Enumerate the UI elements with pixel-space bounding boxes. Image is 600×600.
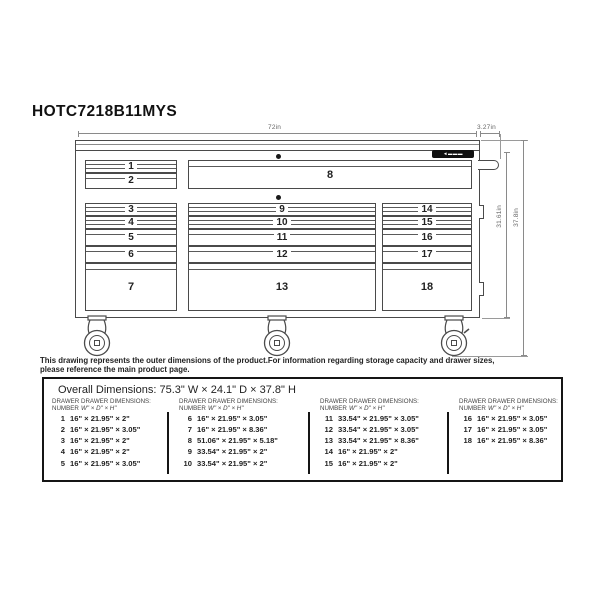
table-row: 17 16" × 21.95" × 3.05" [463,424,548,434]
table-row: 2 16" × 21.95" × 3.05" [60,424,141,434]
drawer-13: 13 [188,263,376,311]
note-line-1: This drawing represents the outer dimensions of the product.For information regarding storage capacity and drawer sizes, [40,356,495,365]
table-row: 14 16" × 21.95" × 2" [324,447,398,457]
table-row: 6 16" × 21.95" × 3.05" [187,413,268,423]
overall-dimensions: Overall Dimensions: 75.3" W × 24.1" D × 37.8" H [58,384,296,396]
drawer-14: 14 [382,203,472,216]
dim-label-width: 72in [268,124,282,131]
drawer-11: 11 [188,229,376,246]
table-row: 8 51.06" × 21.95" × 5.18" [187,436,278,446]
table-row: 18 16" × 21.95" × 8.36" [463,436,548,446]
dim-label-total-height: 37.8in [513,208,520,227]
disclaimer-note [40,356,570,374]
table-row: 16 16" × 21.95" × 3.05" [463,413,548,423]
column-header: DRAWER NUMBER DRAWER DIMENSIONS: W" × D" × H" [52,398,151,412]
dim-line-width [78,133,477,134]
lock-icon [276,195,281,200]
lock-icon [276,154,281,159]
table-row: 5 16" × 21.95" × 3.05" [60,458,141,468]
caster-wheel-icon [259,315,295,359]
drawer-3: 3 [85,203,177,216]
side-bracket [479,282,484,296]
table-row: 9 33.54" × 21.95" × 2" [187,447,268,457]
side-handle [478,160,499,170]
drawer-9: 9 [188,203,376,216]
drawer-16: 16 [382,229,472,246]
drawer-10: 10 [188,216,376,229]
drawer-8: 8 [188,160,472,189]
drawer-2: 2 [85,173,177,189]
note-line-2: please reference the main product page. [40,365,190,375]
table-row: 4 16" × 21.95" × 2" [60,447,130,457]
cabinet-top-lip [76,144,479,145]
extension-line [500,134,501,159]
table-column-3 [310,399,447,474]
drawer-17: 17 [382,246,472,263]
column-header: DRAWER NUMBER DRAWER DIMENSIONS: W" × D" × H" [320,398,419,412]
dim-line-total-height [523,140,524,356]
drawer-15: 15 [382,216,472,229]
drawer-5: 5 [85,229,177,246]
drawer-6: 6 [85,246,177,263]
drawer-7: 7 [85,263,177,311]
table-row: 11 33.54" × 21.95" × 3.05" [324,413,419,423]
cabinet-top-band [76,141,479,151]
table-row: 12 33.54" × 21.95" × 3.05" [324,424,419,434]
column-header: DRAWER NUMBER DRAWER DIMENSIONS: W" × D" × H" [459,398,558,412]
dim-line-body-height [506,152,507,318]
table-row: 1 16" × 21.95" × 2" [60,413,130,423]
dim-label-body-height: 31.61in [496,205,503,228]
table-column-2 [169,399,308,474]
drawer-18: 18 [382,263,472,311]
table-row: 15 16" × 21.95" × 2" [324,458,398,468]
table-row: 13 33.54" × 21.95" × 8.36" [324,436,419,446]
product-model-title: HOTC7218B11MYS [32,103,178,120]
caster-wheel-icon [436,315,472,359]
drawer-4: 4 [85,216,177,229]
side-bracket [479,205,484,219]
tool-cabinet-drawing [75,140,480,318]
table-row: 3 16" × 21.95" × 2" [60,436,130,446]
table-column-4 [449,399,577,474]
dim-line-handle [480,133,500,134]
drawer-dimensions-table [42,377,563,482]
drawer-1: 1 [85,160,177,173]
brand-logo: ◄▬▬▬ [432,150,474,158]
dim-label-handle: 3.27in [477,124,496,131]
table-row: 10 33.54" × 21.95" × 2" [183,458,268,468]
extension-line [482,318,510,319]
drawer-12: 12 [188,246,376,263]
table-row: 7 16" × 21.95" × 8.36" [187,424,268,434]
table-column-1 [48,399,167,474]
column-header: DRAWER NUMBER DRAWER DIMENSIONS: W" × D" × H" [179,398,278,412]
caster-wheel-icon [79,315,115,359]
